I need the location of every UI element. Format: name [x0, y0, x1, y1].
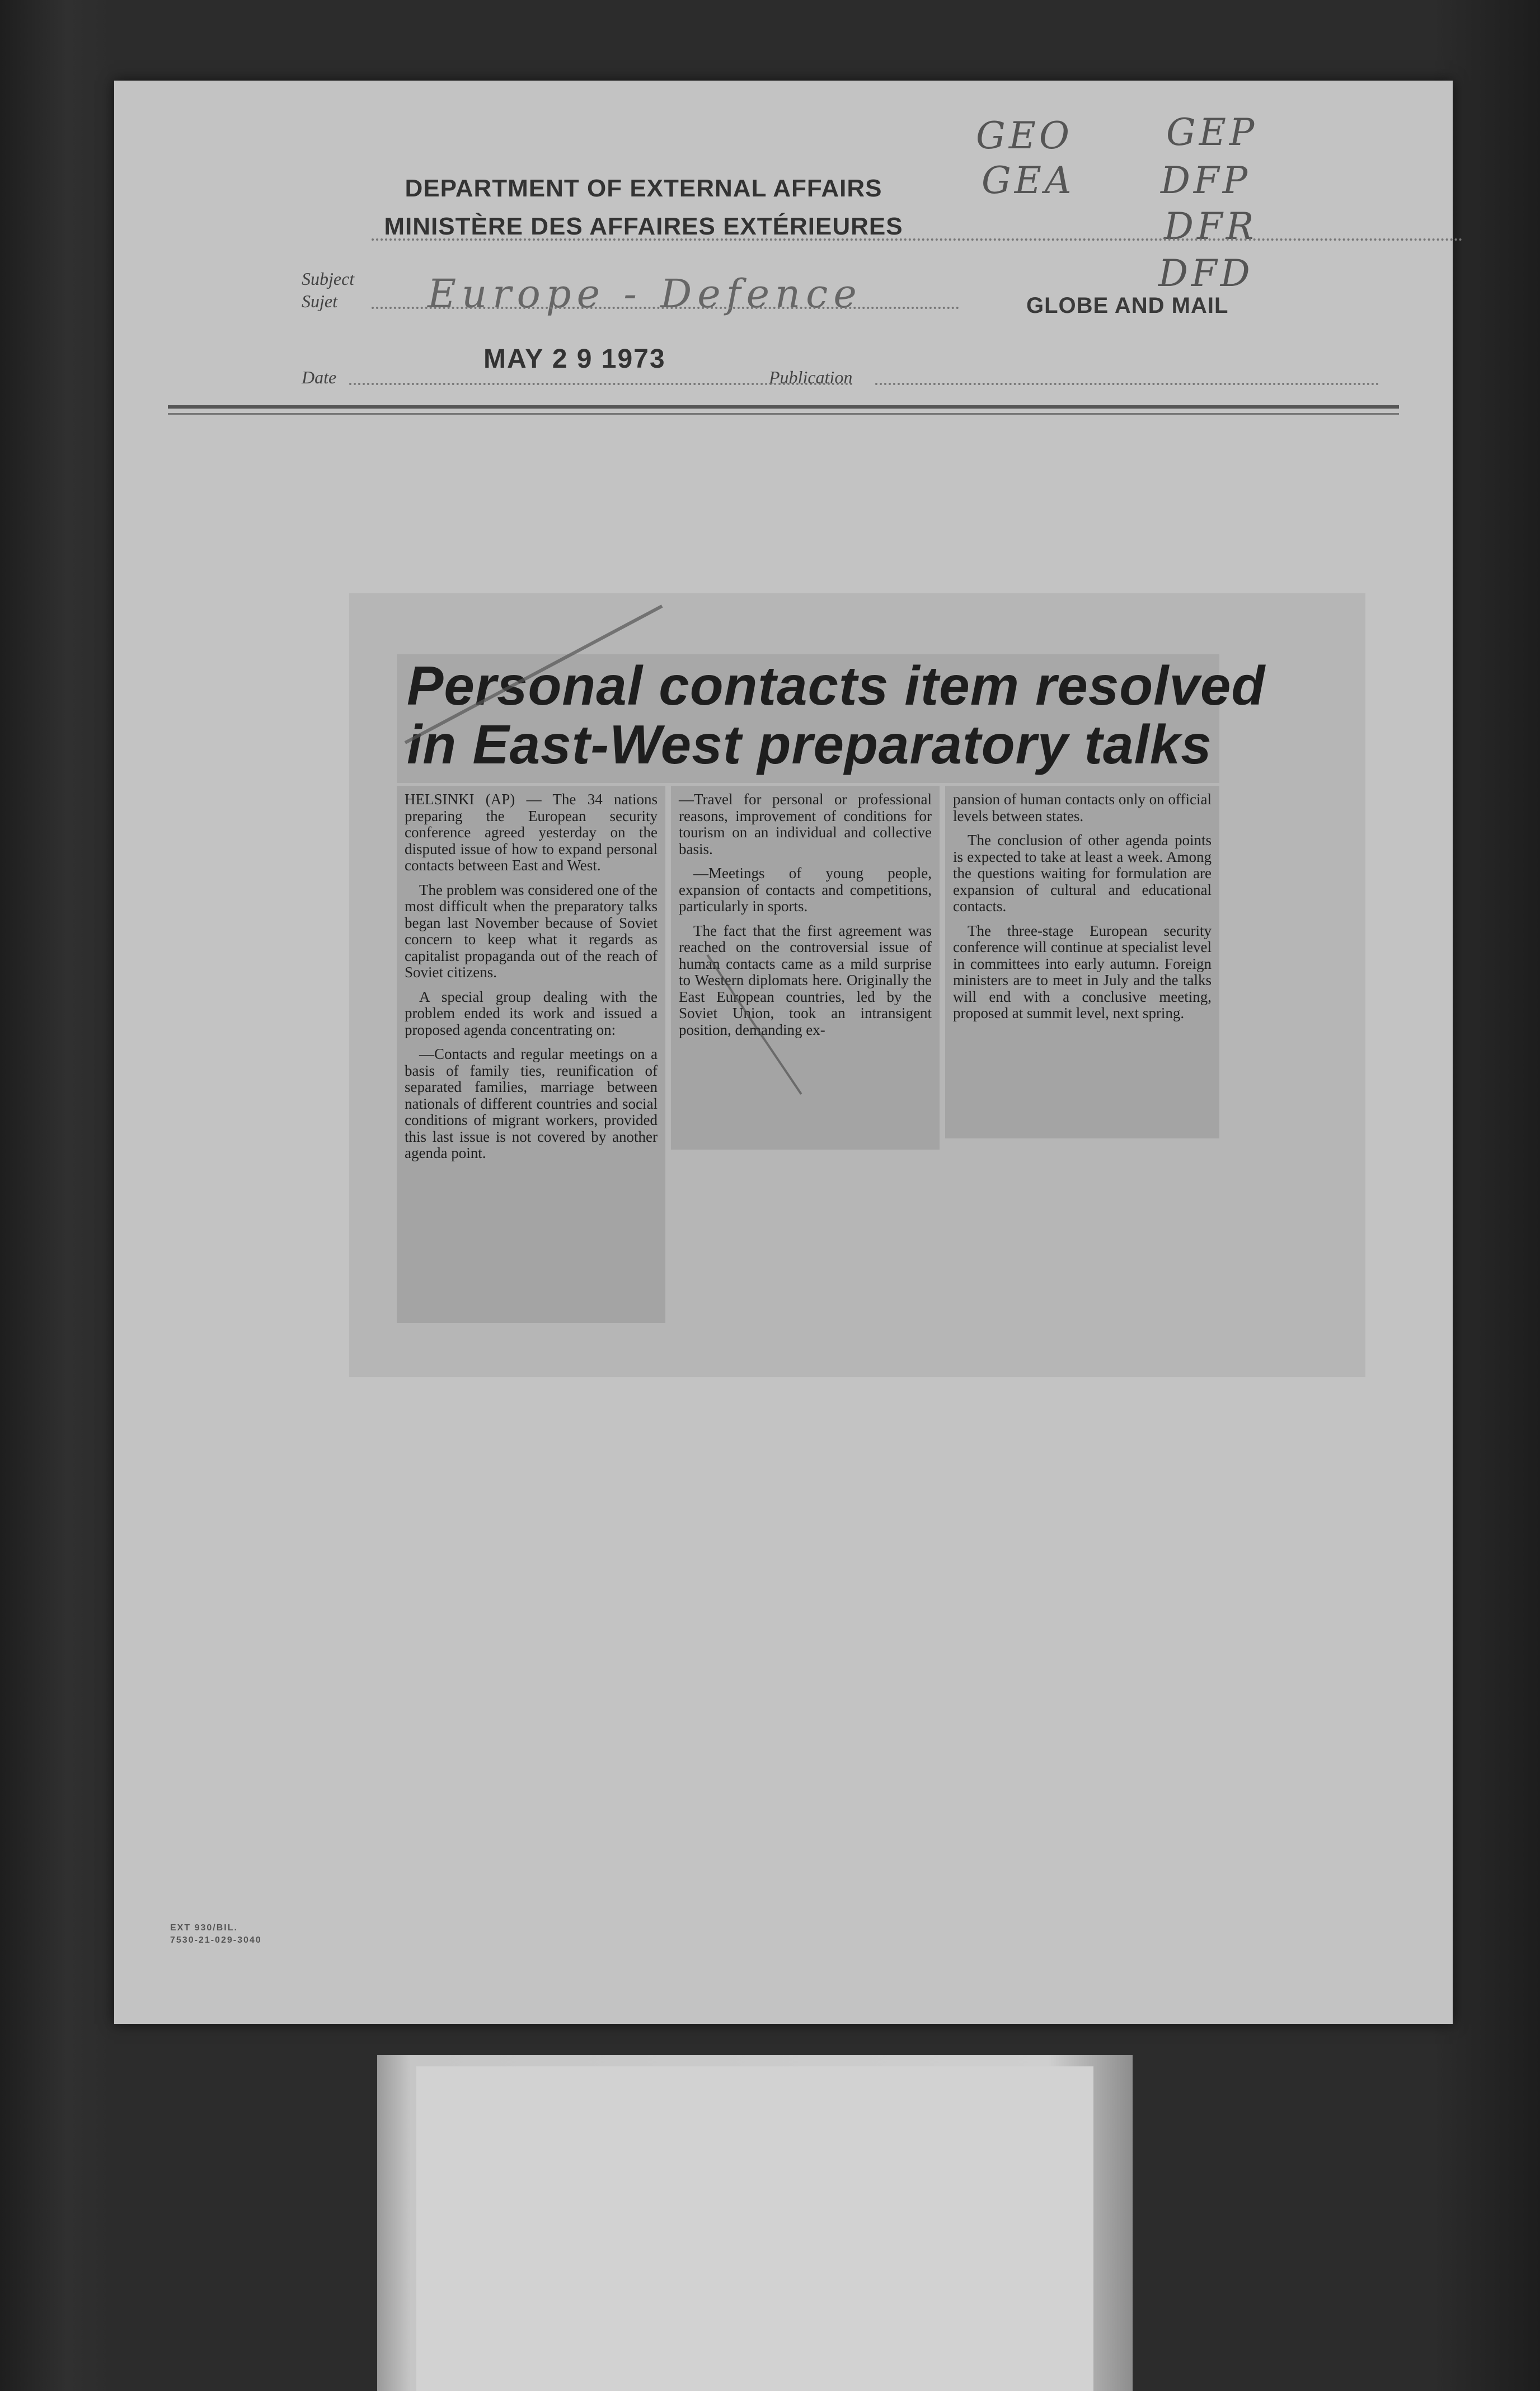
article-paragraph: A special group dealing with the problem ended its work and issued a proposed agenda concentrating on: [405, 988, 658, 1038]
headline-line-1: Personal contacts item resolved [407, 655, 1266, 716]
headline-line-2: in East-West preparatory talks [407, 714, 1212, 775]
clipping-form-sheet [114, 81, 1453, 2024]
handwritten-code-gea: GEA [982, 159, 1075, 202]
department-name-fr: MINISTÈRE DES AFFAIRES EXTÉRIEURES [384, 213, 903, 240]
article-paragraph: —Contacts and regular meetings on a basis of family ties, reunification of separated families, marriage between nationals of different countries and social conditions of migrant workers, provided this last issue is not covered by another agenda point. [405, 1046, 658, 1161]
article-column-3 [945, 786, 1219, 1138]
divider-dotted [372, 238, 1463, 241]
article-paragraph: The three-stage European security conference will continue at specialist level in committees into early autumn. Foreign ministers are to meet in July and the talks will end with a conclusive meeting, proposed at summit level, next spring. [953, 922, 1212, 1021]
folder-tab [377, 2055, 1133, 2391]
subject-line [372, 307, 959, 309]
article-paragraph: pansion of human contacts only on official levels between states. [953, 791, 1212, 824]
date-stamp: MAY 2 9 1973 [483, 344, 666, 374]
sujet-label: Sujet [302, 291, 337, 311]
article-paragraph: —Meetings of young people, expansion of contacts and competitions, particularly in sports. [679, 865, 932, 915]
publication-label: Publication [769, 367, 853, 387]
subject-value: Europe - Defence [428, 271, 862, 317]
handwritten-code-dfr: DFR [1164, 205, 1257, 248]
headline-box [397, 654, 1266, 783]
header-rule [168, 405, 1399, 409]
form-number [170, 1922, 262, 1947]
article-paragraph: The problem was considered one of the most difficult when the preparatory talks began last November because of Soviet concern to keep what it regards as capitalist propaganda out of the reach of Soviet citizens. [405, 881, 658, 981]
form-number-line-2: 7530-21-029-3040 [170, 1935, 262, 1945]
date-label: Date [302, 367, 337, 387]
header-rule-thin [168, 413, 1399, 415]
article-paragraph: The fact that the first agreement was reached on the controversial issue of human contacts came as a mild surprise to Western diplomats here. Originally the East European countries, led by the Soviet Union, took an intransigent position, demanding ex- [679, 922, 932, 1038]
publication-value: GLOBE AND MAIL [1026, 293, 1229, 318]
publication-line [875, 383, 1379, 385]
department-name-en: DEPARTMENT OF EXTERNAL AFFAIRS [405, 175, 882, 202]
article-column-2 [671, 786, 940, 1150]
handwritten-code-dfd: DFD [1158, 252, 1253, 295]
handwritten-code-dfp: DFP [1161, 159, 1251, 202]
article-paragraph: HELSINKI (AP) — The 34 nations preparing the European security conference agreed yesterday on the disputed issue of how to expand personal contacts between East and West. [405, 791, 658, 874]
newspaper-clipping [397, 654, 1266, 1259]
form-number-line-1: EXT 930/BIL. [170, 1923, 238, 1933]
article-column-1 [397, 786, 665, 1323]
article-paragraph: The conclusion of other agenda points is expected to take at least a week. Among the questions waiting for formulation are expansion of cultural and educational contacts. [953, 832, 1212, 915]
handwritten-code-geo: GEO [976, 114, 1073, 157]
subject-label: Subject [302, 269, 355, 289]
article-paragraph: —Travel for personal or professional reasons, improvement of conditions for tourism on an individual and collective basis. [679, 791, 932, 857]
handwritten-code-gep: GEP [1166, 111, 1258, 154]
